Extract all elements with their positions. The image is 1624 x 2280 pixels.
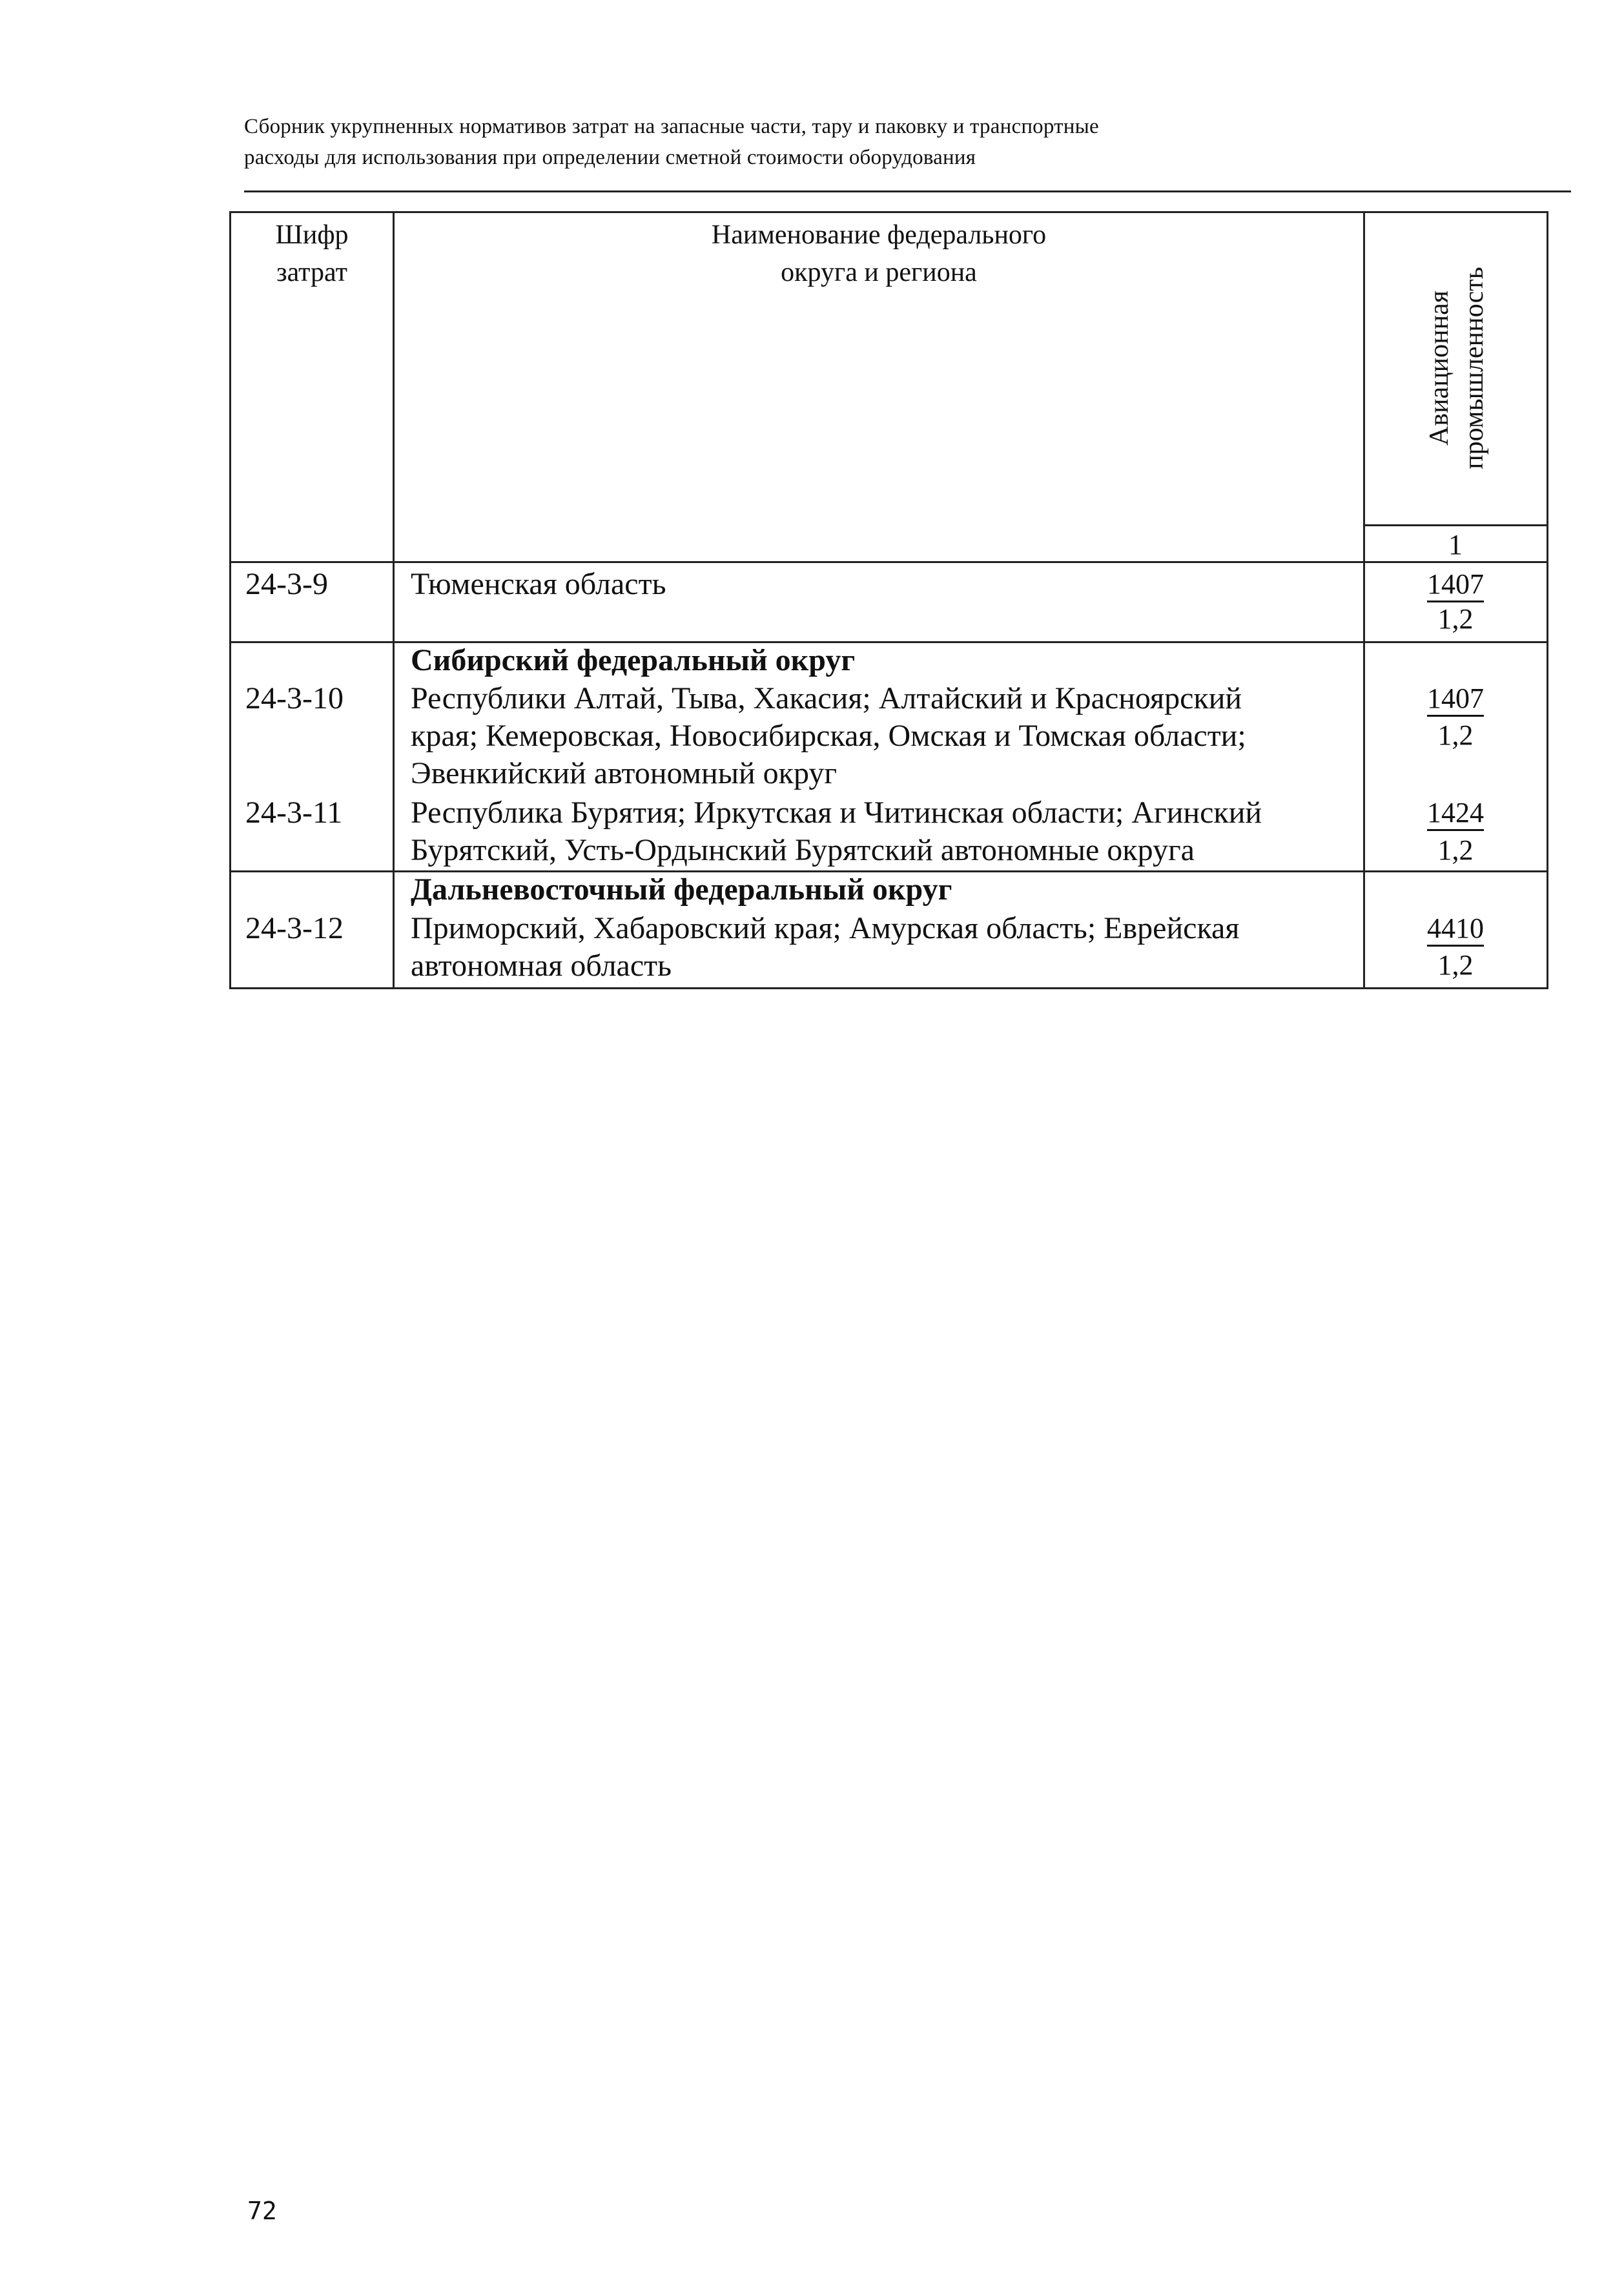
- row-value: 1424: [1365, 794, 1546, 832]
- row-code: 24-3-9: [245, 567, 328, 601]
- header-line-1: Сборник укрупненных нормативов затрат на запасные части, тару и паковку и транспортные: [244, 115, 1099, 138]
- header-column-number: 1: [1448, 529, 1463, 560]
- header-aviation-industry: Авиационная промышленность: [1424, 266, 1489, 469]
- row-region-name: Республика Бурятия; Иркутская и Читинская области; Агинский Бурятский, Усть-Ордынский Бурятский автономные округа: [411, 796, 1262, 867]
- row-value: 4410: [1365, 910, 1546, 947]
- row-coefficient: 1,2: [1437, 603, 1474, 635]
- header-code: Шифр затрат: [275, 220, 349, 287]
- row-coefficient: 1,2: [1437, 834, 1474, 866]
- row-code: 24-3-10: [245, 681, 344, 715]
- row-coefficient: 1,2: [1437, 719, 1474, 751]
- row-region-name: Республики Алтай, Тыва, Хакасия; Алтайский и Красноярский края; Кемеровская, Новосибирская, Омская и Томская области; Эвенкийский автономный округ: [411, 681, 1246, 790]
- row-region-name: Тюменская область: [411, 567, 666, 601]
- header-region-name: Наименование федерального округа и региона: [711, 220, 1047, 287]
- row-code: 24-3-11: [245, 796, 343, 830]
- page-number: 72: [247, 2197, 277, 2225]
- row-region-name: Приморский, Хабаровский края; Амурская область; Еврейская автономная область: [411, 911, 1240, 983]
- header-divider: [244, 190, 1571, 192]
- section-title: Сибирский федеральный округ: [411, 643, 856, 677]
- row-coefficient: 1,2: [1437, 949, 1474, 981]
- section-title: Дальневосточный федеральный округ: [411, 872, 952, 907]
- document-header: [244, 111, 1523, 173]
- row-value: 1407: [1365, 566, 1546, 603]
- header-line-2: расходы для использования при определении сметной стоимости оборудования: [244, 146, 976, 169]
- row-value: 1407: [1365, 680, 1546, 717]
- row-code: 24-3-12: [245, 911, 344, 945]
